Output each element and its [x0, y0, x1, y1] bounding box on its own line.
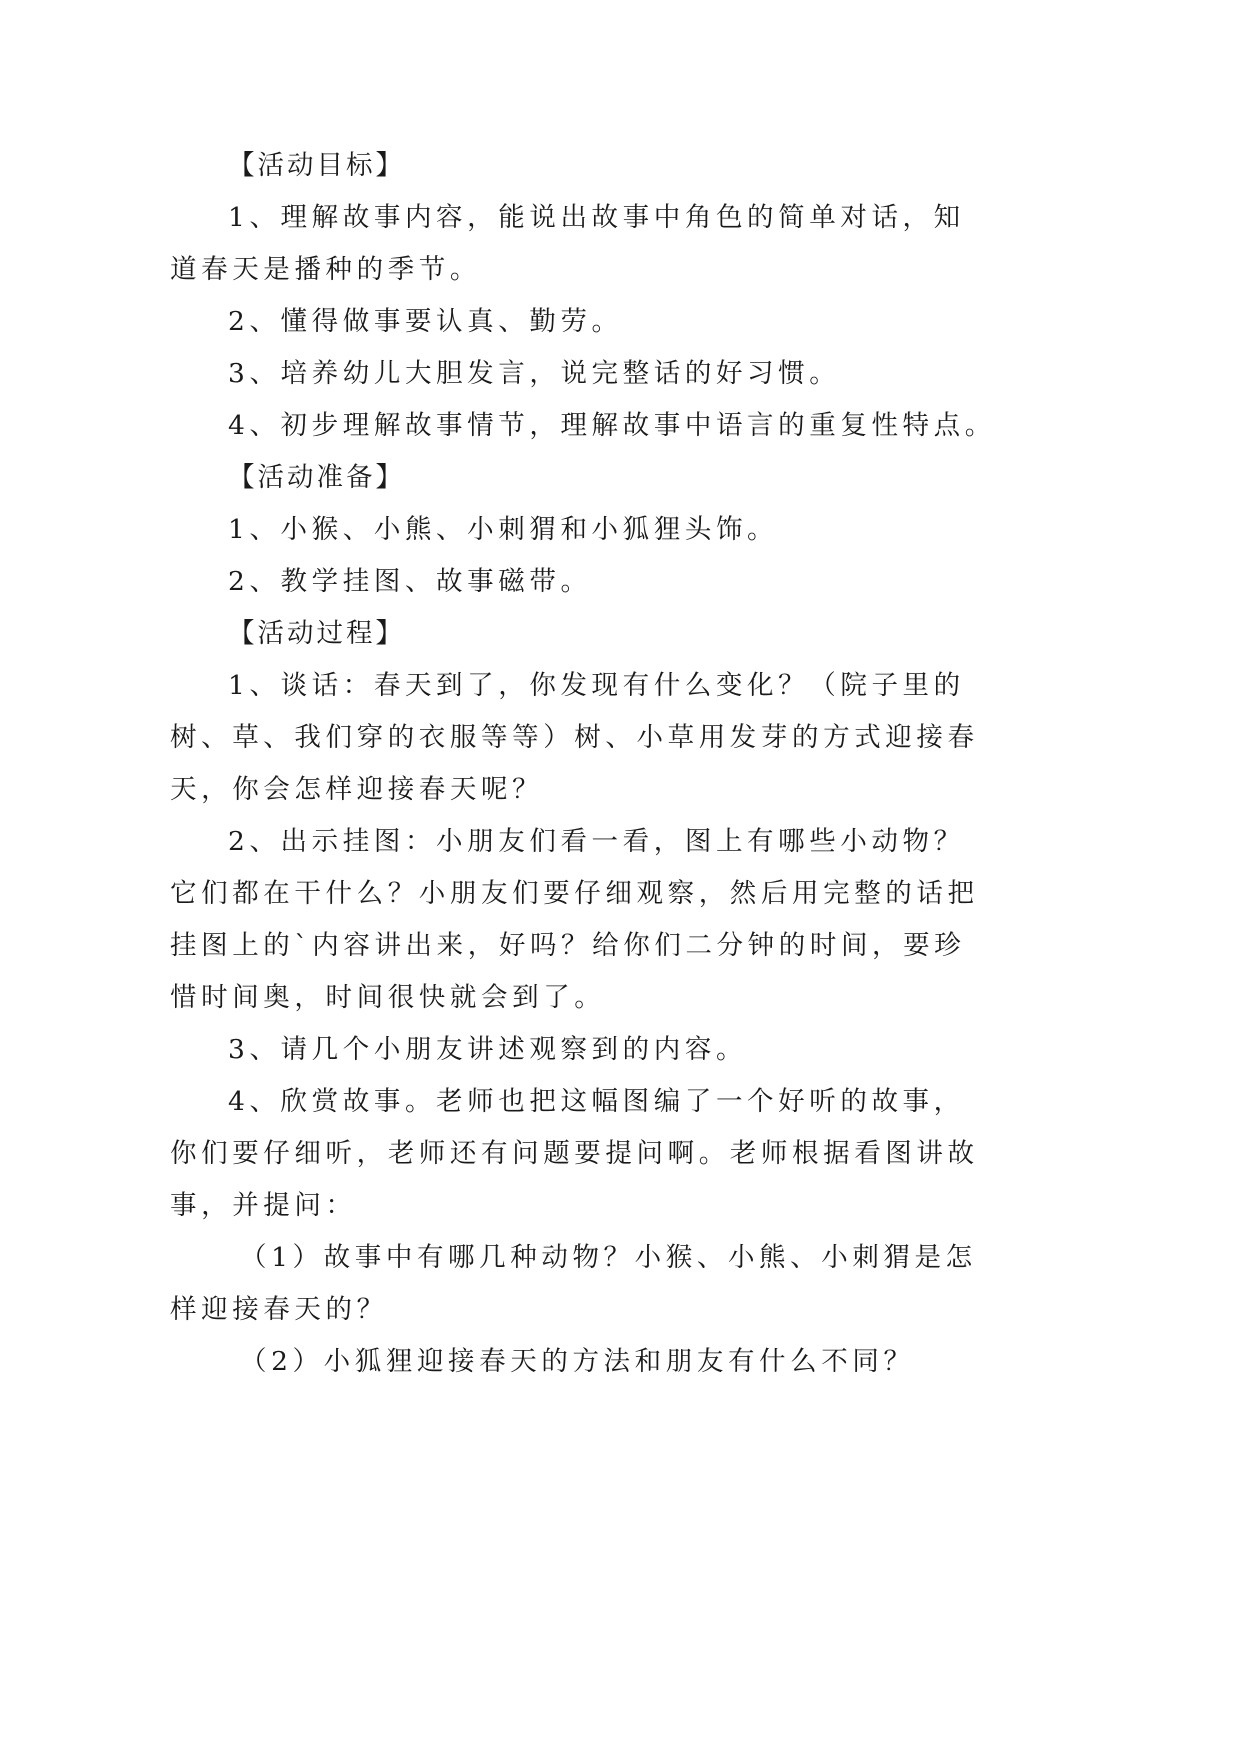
paragraph-line: 挂图上的`内容讲出来，好吗？给你们二分钟的时间，要珍: [170, 930, 966, 961]
section-heading-preparation: 【活动准备】: [228, 462, 405, 493]
paragraph-line: 它们都在干什么？小朋友们要仔细观察，然后用完整的话把: [170, 878, 979, 909]
paragraph-line: 2、懂得做事要认真、勤劳。: [228, 306, 623, 337]
paragraph-line: 1、谈话：春天到了，你发现有什么变化？（院子里的: [228, 670, 965, 701]
paragraph-line: （1）故事中有哪几种动物？小猴、小熊、小刺猬是怎: [240, 1242, 977, 1273]
paragraph-line: 2、出示挂图：小朋友们看一看，图上有哪些小动物？: [228, 826, 965, 857]
document-page: [170, 140, 996, 1388]
paragraph-line: 2、教学挂图、故事磁带。: [228, 566, 592, 597]
paragraph-line: 3、请几个小朋友讲述观察到的内容。: [228, 1034, 748, 1065]
paragraph-line: 你们要仔细听，老师还有问题要提问啊。老师根据看图讲故: [170, 1138, 979, 1169]
paragraph-line: 天，你会怎样迎接春天呢？: [170, 774, 544, 805]
section-heading-process: 【活动过程】: [228, 618, 405, 649]
paragraph-line: 道春天是播种的季节。: [170, 254, 481, 285]
paragraph-line: 3、培养幼儿大胆发言，说完整话的好习惯。: [228, 358, 841, 389]
paragraph-line: 树、草、我们穿的衣服等等）树、小草用发芽的方式迎接春: [170, 722, 979, 753]
paragraph-line: 4、初步理解故事情节，理解故事中语言的重复性特点。: [228, 410, 996, 441]
paragraph-line: 事，并提问：: [170, 1190, 357, 1221]
paragraph-line: 样迎接春天的？: [170, 1294, 388, 1325]
paragraph-line: （2）小狐狸迎接春天的方法和朋友有什么不同？: [240, 1346, 915, 1377]
section-heading-goals: 【活动目标】: [228, 150, 405, 181]
paragraph-line: 1、小猴、小熊、小刺猬和小狐狸头饰。: [228, 514, 779, 545]
paragraph-line: 惜时间奥，时间很快就会到了。: [170, 982, 606, 1013]
paragraph-line: 4、欣赏故事。老师也把这幅图编了一个好听的故事，: [228, 1086, 965, 1117]
paragraph-line: 1、理解故事内容，能说出故事中角色的简单对话，知: [228, 202, 965, 233]
